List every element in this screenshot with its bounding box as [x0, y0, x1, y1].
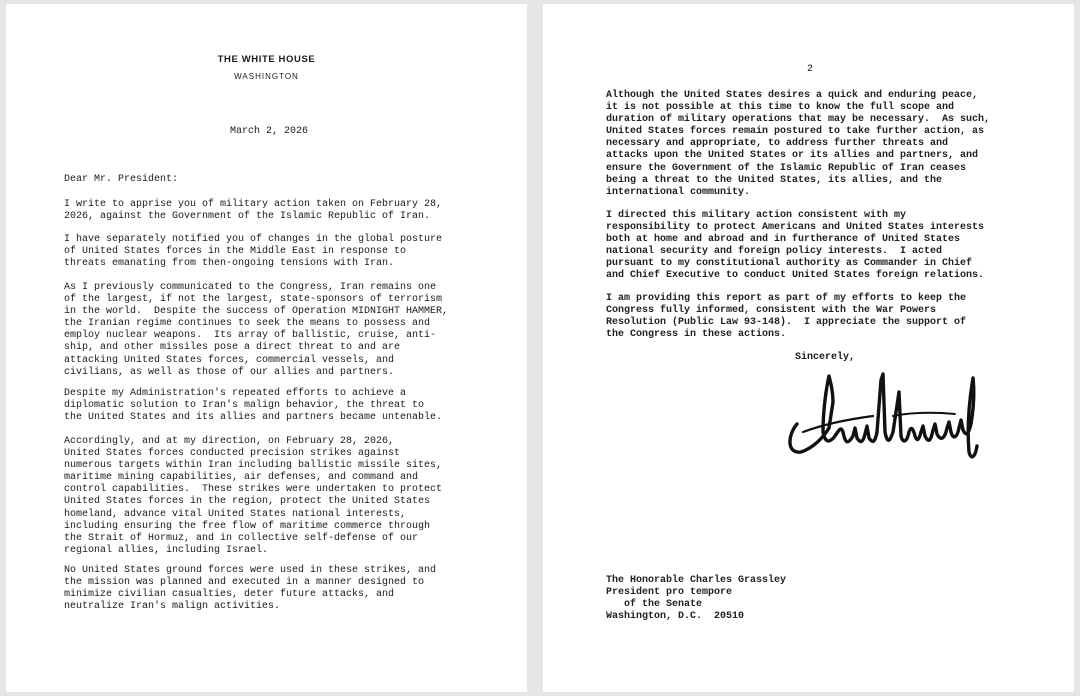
addressee-line: The Honorable Charles Grassley	[606, 575, 787, 586]
paragraph: As I previously communicated to the Congress, Iran remains one of the largest, if not the largest, state-sponsors of terrorism in the world. Despite the success of Operation MIDNIGHT HAMMER, the Iranian regime continues to seek the means to possess and employ nuclear weapons. Its array of ballistic, cruise, anti- ship, and other missiles pose a direct threat to and are attacking United States forces, commercial vessels, and civilians, as well as those of our allies and partners.	[64, 282, 449, 378]
paragraph: Despite my Administration's repeated efforts to achieve a diplomatic solution to Iran's malign behavior, the threat to the United States and its allies and partners became untenable.	[64, 388, 443, 424]
page-number: 2	[807, 64, 814, 75]
addressee-line: Washington, D.C. 20510	[606, 611, 745, 622]
addressee-line: of the Senate	[606, 599, 703, 610]
paragraph: I am providing this report as part of my efforts to keep the Congress fully informed, consistent with the War Powers Resolution (Public Law 93-148). I appreciate the support of the Congress in these actions.	[606, 293, 967, 341]
paragraph: I directed this military action consistent with my responsibility to protect Americans and United States interests both at home and abroad and in furtherance of United States national security and foreign policy interests. I acted pursuant to my constitutional authority as Commander in Chief and Chief Executive to conduct United States foreign relations.	[606, 210, 985, 282]
letterhead-subtitle: WASHINGTON	[234, 72, 299, 81]
addressee-line: President pro tempore	[606, 587, 733, 598]
paragraph: I write to apprise you of military action taken on February 28, 2026, against the Government of the Islamic Republic of Iran.	[64, 199, 443, 223]
letter-date: March 2, 2026	[230, 126, 309, 137]
paragraph: Although the United States desires a quick and enduring peace, it is not possible at this time to know the full scope and duration of military operations that may be necessary. As such, United States forces remain postured to take further action, as necessary and appropriate, to address further threats and attacks upon the United States or its allies and partners, and ensure the Government of the Islamic Republic of Iran ceases being a threat to the United States, its allies, and the international community.	[606, 90, 991, 198]
letter-page-2	[543, 4, 1074, 692]
salutation: Dear Mr. President:	[64, 174, 179, 185]
letterhead-title: THE WHITE HOUSE	[217, 54, 316, 65]
paragraph: No United States ground forces were used in these strikes, and the mission was planned and executed in a manner designed to minimize civilian casualties, deter future attacks, and neutralize Iran's malign activities.	[64, 565, 437, 613]
closing: Sincerely,	[795, 352, 856, 363]
letter-page-1	[6, 4, 527, 692]
paragraph: I have separately notified you of changes in the global posture of United States forces in the Middle East in response to threats emanating from then-ongoing tensions with Iran.	[64, 234, 443, 270]
paragraph: Accordingly, and at my direction, on February 28, 2026, United States forces conducted precision strikes against numerous targets within Iran including ballistic missile sites, maritime mining capabilities, air defenses, and command and control capabilities. These strikes were undertaken to protect United States forces in the region, protect the United States homeland, advance vital United States national interests, including ensuring the free flow of maritime commerce through the Strait of Hormuz, and in collective self-defense of our regional allies, including Israel.	[64, 436, 443, 556]
signature	[783, 372, 983, 464]
